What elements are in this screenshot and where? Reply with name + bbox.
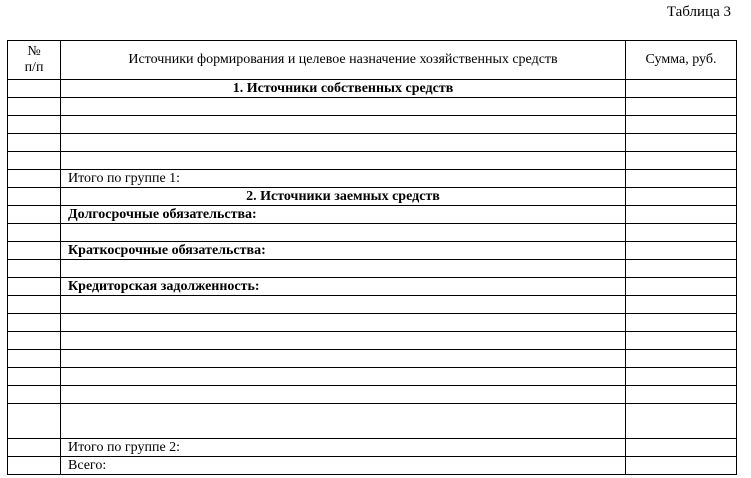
row-number-cell xyxy=(8,439,61,457)
row-number-cell xyxy=(8,278,61,296)
table-row xyxy=(8,386,737,404)
row-description-cell xyxy=(61,224,626,242)
row-number-cell xyxy=(8,170,61,188)
table-section-row xyxy=(8,80,737,98)
row-number-cell xyxy=(8,152,61,170)
row-number-cell xyxy=(8,224,61,242)
row-number-cell xyxy=(8,188,61,206)
row-description-cell xyxy=(61,386,626,404)
row-number-cell xyxy=(8,98,61,116)
row-description-cell: 2. Источники заемных средств xyxy=(61,188,626,206)
column-header-number xyxy=(8,41,61,80)
row-description-cell xyxy=(61,98,626,116)
table-row xyxy=(8,152,737,170)
row-description-cell xyxy=(61,404,626,439)
row-amount-cell xyxy=(626,116,737,134)
row-number-cell xyxy=(8,314,61,332)
row-amount-cell xyxy=(626,206,737,224)
row-description-cell xyxy=(61,134,626,152)
column-header-description: Источники формирования и целевое назначение хозяйственных средств xyxy=(61,41,626,80)
row-amount-cell xyxy=(626,457,737,475)
row-amount-cell xyxy=(626,278,737,296)
row-number-cell xyxy=(8,296,61,314)
row-amount-cell xyxy=(626,296,737,314)
column-header-number-line2: п/п xyxy=(24,60,44,75)
table-row xyxy=(8,439,737,457)
row-number-cell xyxy=(8,80,61,98)
table-row xyxy=(8,314,737,332)
row-amount-cell xyxy=(626,224,737,242)
row-description-cell xyxy=(61,116,626,134)
table-row xyxy=(8,116,737,134)
row-amount-cell xyxy=(626,439,737,457)
row-description-cell xyxy=(61,314,626,332)
row-amount-cell xyxy=(626,80,737,98)
row-amount-cell xyxy=(626,404,737,439)
table-row xyxy=(8,242,737,260)
row-amount-cell xyxy=(626,188,737,206)
row-description-cell: Всего: xyxy=(61,457,626,475)
row-description-cell xyxy=(61,332,626,350)
table-row xyxy=(8,332,737,350)
row-number-cell xyxy=(8,260,61,278)
row-description-cell xyxy=(61,260,626,278)
table-row xyxy=(8,206,737,224)
row-description-cell: Краткосрочные обязательства: xyxy=(61,242,626,260)
column-header-amount: Сумма, руб. xyxy=(626,41,737,80)
row-description-cell xyxy=(61,368,626,386)
row-amount-cell xyxy=(626,260,737,278)
funding-sources-table xyxy=(7,40,737,475)
row-description-cell xyxy=(61,350,626,368)
table-row xyxy=(8,350,737,368)
table-row xyxy=(8,134,737,152)
row-description-cell: 1. Источники собственных средств xyxy=(61,80,626,98)
table-section-row xyxy=(8,188,737,206)
row-amount-cell xyxy=(626,152,737,170)
row-amount-cell xyxy=(626,134,737,152)
row-number-cell xyxy=(8,350,61,368)
row-amount-cell xyxy=(626,98,737,116)
row-amount-cell xyxy=(626,314,737,332)
table-body xyxy=(8,80,737,475)
row-number-cell xyxy=(8,457,61,475)
row-amount-cell xyxy=(626,332,737,350)
column-header-number-line1: № xyxy=(27,44,41,59)
table-row xyxy=(8,98,737,116)
row-description-cell: Долгосрочные обязательства: xyxy=(61,206,626,224)
row-number-cell xyxy=(8,206,61,224)
table-row xyxy=(8,368,737,386)
table-row xyxy=(8,457,737,475)
row-number-cell xyxy=(8,404,61,439)
table-row xyxy=(8,296,737,314)
row-amount-cell xyxy=(626,368,737,386)
table-row xyxy=(8,404,737,439)
table-row xyxy=(8,278,737,296)
row-description-cell: Кредиторская задолженность: xyxy=(61,278,626,296)
row-description-cell: Итого по группе 1: xyxy=(61,170,626,188)
table-row xyxy=(8,170,737,188)
row-description-cell xyxy=(61,152,626,170)
row-number-cell xyxy=(8,332,61,350)
table-header-row xyxy=(8,41,737,80)
row-number-cell xyxy=(8,368,61,386)
row-number-cell xyxy=(8,386,61,404)
row-amount-cell xyxy=(626,170,737,188)
row-number-cell xyxy=(8,242,61,260)
row-amount-cell xyxy=(626,242,737,260)
row-amount-cell xyxy=(626,350,737,368)
row-description-cell xyxy=(61,296,626,314)
table-row xyxy=(8,260,737,278)
row-number-cell xyxy=(8,116,61,134)
row-description-cell: Итого по группе 2: xyxy=(61,439,626,457)
table-caption: Таблица 3 xyxy=(666,4,731,20)
row-number-cell xyxy=(8,134,61,152)
table-row xyxy=(8,224,737,242)
row-amount-cell xyxy=(626,386,737,404)
